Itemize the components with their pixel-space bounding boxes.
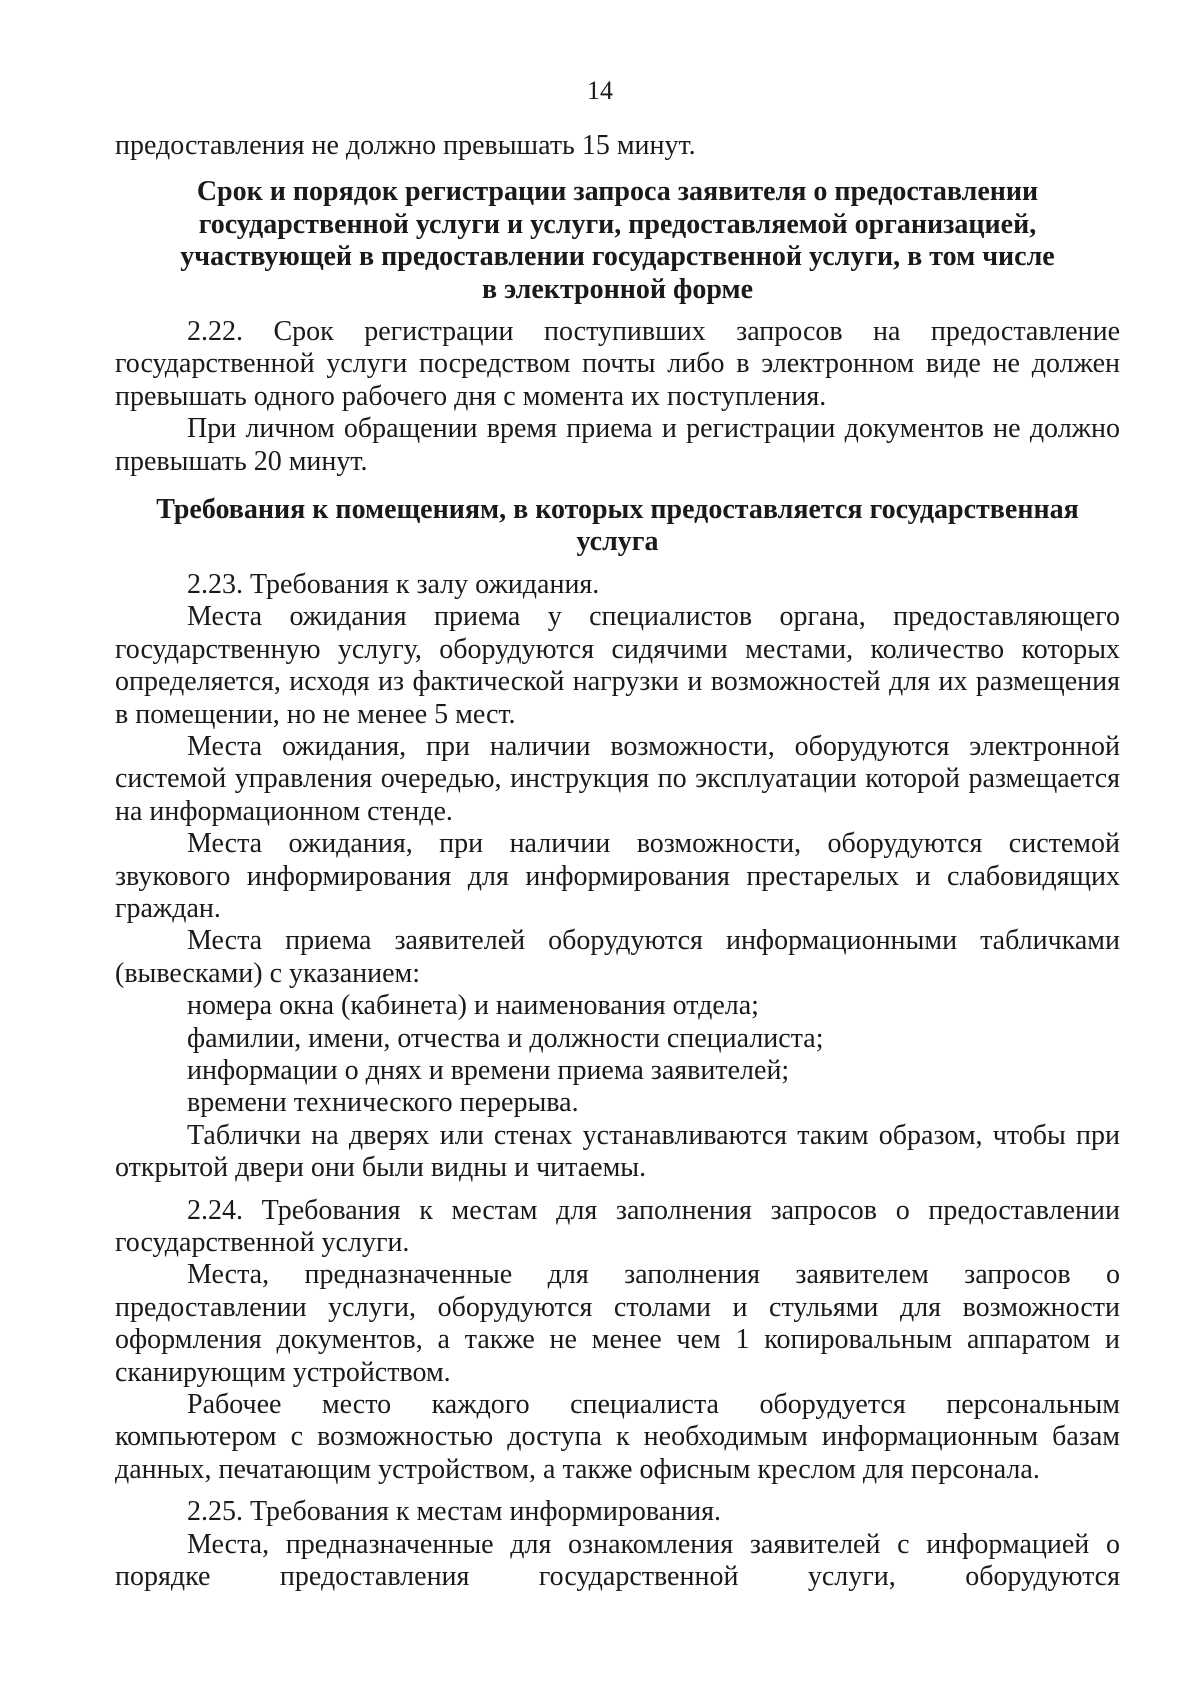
heading-line: в электронной форме [481,273,754,305]
paragraph-2-24-workplace: Рабочее место каждого специалиста оборудуется персональным компьютером с возможностью доступа к необходимым информационным базам данных, печатающим устройством, а также офисным креслом для персонала. [115,1389,1120,1485]
paragraph-2-23: 2.23. Требования к залу ожидания. [187,568,600,600]
paragraph-2-23-seating: Места ожидания приема у специалистов органа, предоставляющего государственную услугу, оборудуются сидячими местами, количество которых определяется, исходя из фактической нагрузки и возможностей для их размещения в помещении, но не менее 5 мест. [115,601,1120,730]
list-item: номера окна (кабинета) и наименования отдела; [187,990,759,1022]
section-heading-premises [115,494,1120,559]
page-number: 14 [587,76,613,105]
heading-line: участвующей в предоставлении государственной услуги, в том числе [180,241,1055,273]
list-item: фамилии, имени, отчества и должности специалиста; [187,1022,824,1054]
heading-line: Срок и порядок регистрации запроса заявителя о предоставлении [196,176,1039,208]
paragraph-2-23-audio: Места ожидания, при наличии возможности, оборудуются системой звукового информирования для информирования престарелых и слабовидящих граждан. [115,828,1120,924]
section-heading-registration [115,176,1120,306]
paragraph-2-23-doors: Таблички на дверях или стенах устанавливаются таким образом, чтобы при открытой двери они были видны и читаемы. [115,1119,1120,1184]
paragraph-2-25: 2.25. Требования к местам информирования. [187,1496,721,1528]
paragraph-2-22: 2.22. Срок регистрации поступивших запросов на предоставление государственной услуги посредством почты либо в электронном виде не должен превышать одного рабочего дня с момента их поступления. [115,316,1120,412]
heading-line: услуга [576,526,659,558]
list-item: информации о днях и времени приема заявителей; [187,1054,790,1086]
paragraph-2-23-signs: Места приема заявителей оборудуются информационными табличками (вывесками) с указанием: [115,925,1120,989]
paragraph-2-23-queue: Места ожидания, при наличии возможности, оборудуются электронной системой управления очередью, инструкция по эксплуатации которой размещается на информационном стенде. [115,730,1120,827]
paragraph-2-24-tables: Места, предназначенные для заполнения заявителем запросов о предоставлении услуги, оборудуются столами и стульями для возможности оформления документов, а также не менее чем 1 копировальным аппаратом и сканирующим устройством. [115,1259,1120,1388]
heading-line: Требования к помещениям, в которых предоставляется государственная [156,494,1079,526]
paragraph-continuation: предоставления не должно превышать 15 минут. [115,130,696,161]
paragraph-2-22-personal: При личном обращении время приема и регистрации документов не должно превышать 20 минут. [115,413,1120,477]
list-item: времени технического перерыва. [187,1087,579,1119]
paragraph-2-25-info: Места, предназначенные для ознакомления заявителей с информацией о порядке предоставления государственной услуги, оборудуются [115,1528,1120,1593]
paragraph-2-24: 2.24. Требования к местам для заполнения запросов о предоставлении государственной услуги. [115,1194,1120,1258]
document-body [115,130,1120,1593]
heading-line: государственной услуги и услуги, предоставляемой организацией, [198,208,1037,240]
